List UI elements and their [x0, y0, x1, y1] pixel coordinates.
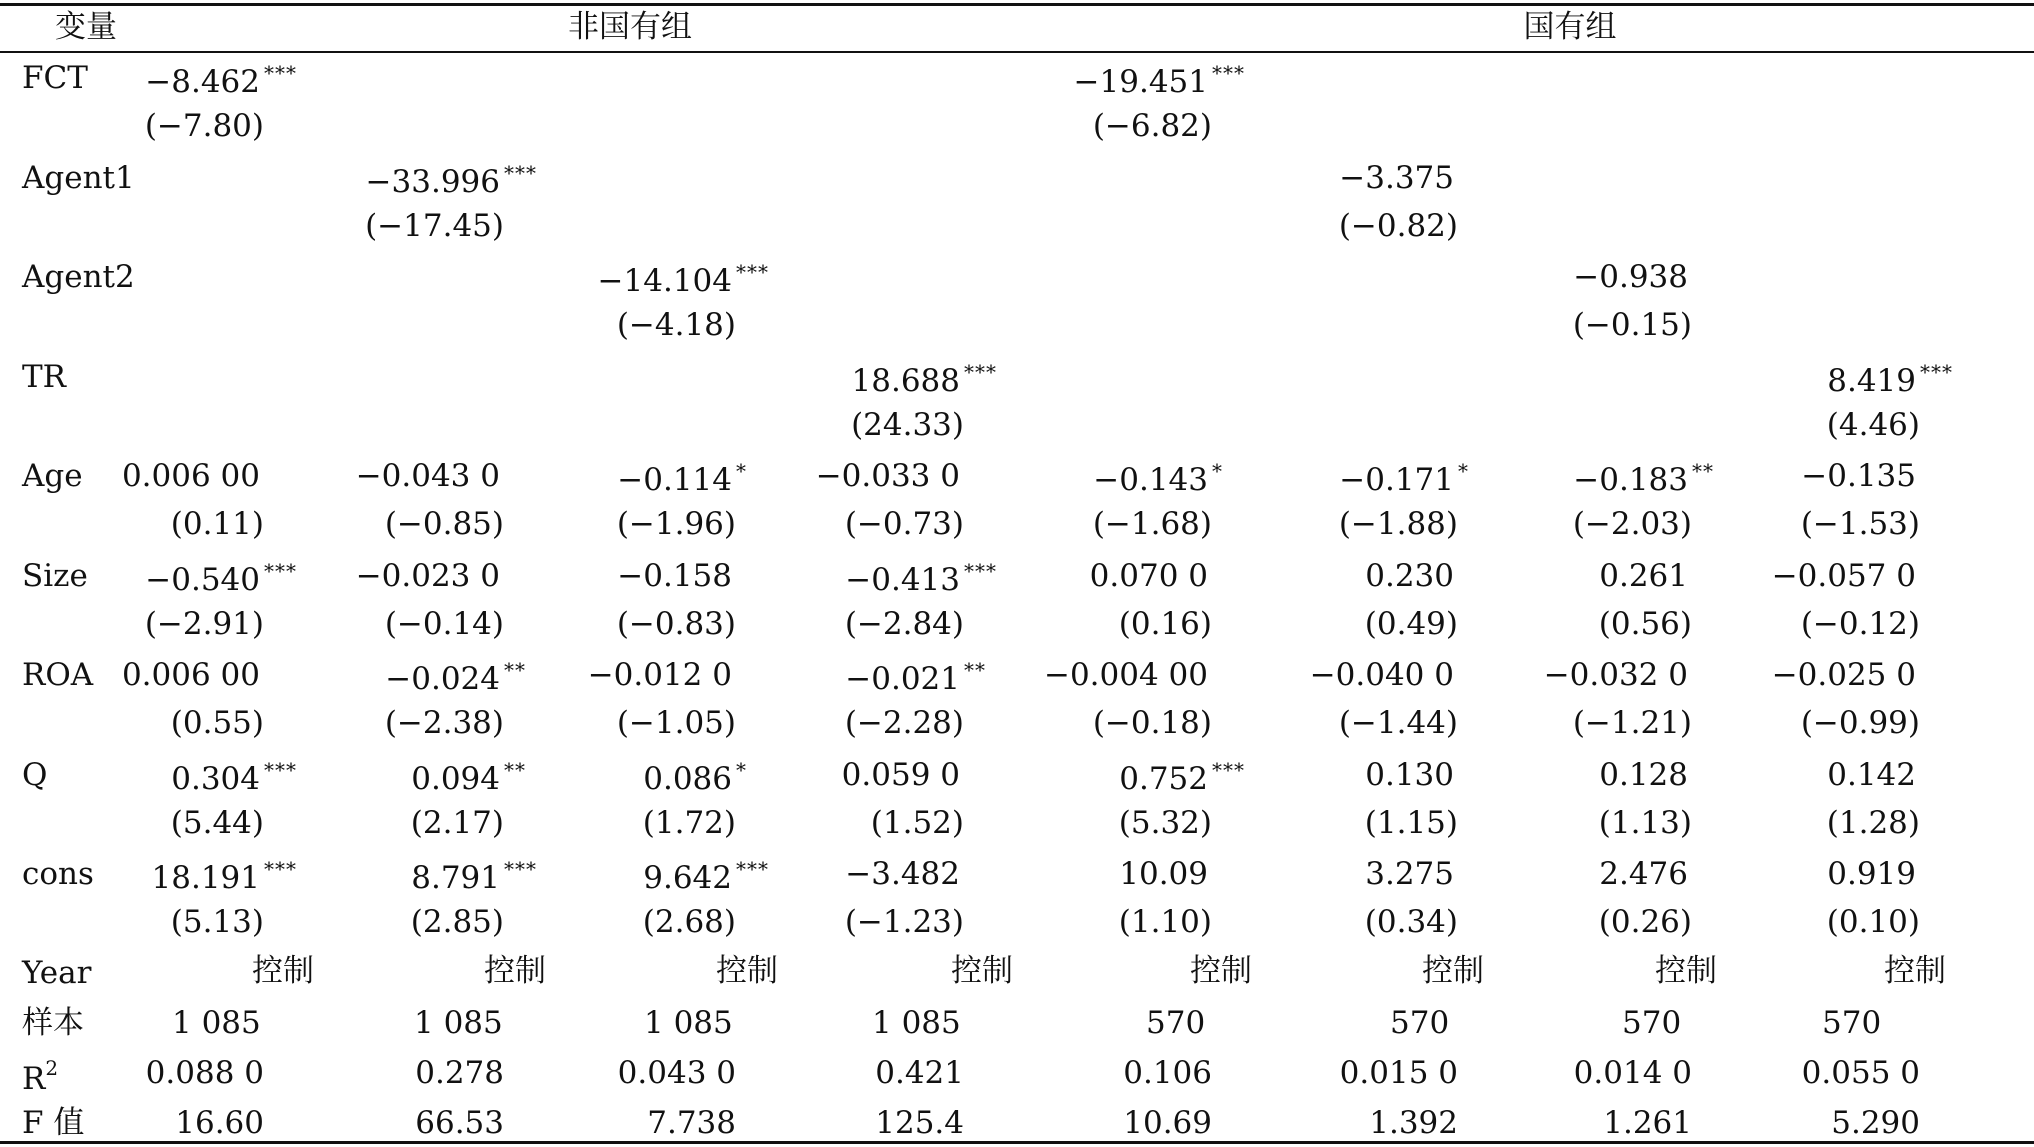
- significance-stars: **: [504, 658, 526, 682]
- coef-value: −14.104: [597, 263, 732, 299]
- row-label-f: F 值: [22, 1104, 85, 1141]
- coef-cell: [1771, 657, 1964, 693]
- t-stat-cell: (−0.15): [1572, 307, 1692, 343]
- year-control-cell: 控制: [252, 952, 314, 989]
- coef-value: 0.261: [1599, 557, 1688, 594]
- t-stat-cell: (2.85): [410, 904, 504, 940]
- t-stat-cell: (−17.45): [365, 207, 504, 244]
- coef-cell: [1801, 458, 1964, 494]
- coef-value: 0.086: [643, 760, 732, 797]
- year-control-cell: 控制: [1884, 952, 1946, 989]
- coef-cell: [845, 856, 1008, 892]
- coef-cell: [845, 660, 1008, 695]
- significance-stars: ***: [264, 757, 297, 782]
- t-stat-cell: (0.16): [1118, 605, 1212, 642]
- sample-cell: 570: [1146, 1004, 1206, 1041]
- row-label-r2: $R^2$: [22, 1055, 59, 1097]
- coef-value: −33.996: [365, 163, 500, 200]
- f-cell: 5.290: [1831, 1104, 1920, 1141]
- coef-cell: [385, 660, 548, 695]
- coef-cell: [171, 757, 308, 797]
- t-stat-cell: (−2.91): [144, 605, 264, 642]
- coef-value: −0.183: [1573, 462, 1688, 498]
- coef-cell: [1119, 856, 1256, 892]
- t-stat-cell: (5.13): [170, 904, 264, 940]
- significance-stars: ***: [504, 160, 537, 185]
- row-label-fct: FCT: [22, 60, 88, 96]
- sample-cell: 1 085: [872, 1004, 961, 1041]
- r2-cell: 0.106: [1123, 1054, 1212, 1091]
- t-stat-cell: (−1.68): [1092, 506, 1212, 542]
- t-stat-cell: (1.28): [1826, 804, 1920, 841]
- significance-stars: ***: [264, 61, 297, 85]
- significance-stars: ***: [1212, 61, 1245, 85]
- coef-value: −0.024: [385, 661, 500, 697]
- coef-cell: [355, 557, 548, 594]
- significance-stars: ***: [504, 857, 537, 881]
- coef-cell: [145, 558, 308, 598]
- row-label-age: Age: [22, 458, 83, 494]
- year-control-cell: 控制: [1190, 952, 1252, 989]
- coef-cell: [121, 458, 308, 494]
- significance-stars: ***: [964, 558, 997, 583]
- coef-value: −0.114: [617, 462, 732, 498]
- significance-stars: ***: [736, 260, 769, 284]
- coef-cell: [1365, 756, 1502, 793]
- coef-cell: [1543, 657, 1736, 693]
- coef-value: 3.275: [1365, 856, 1454, 892]
- f-cell: 66.53: [415, 1104, 504, 1141]
- coef-value: −0.158: [617, 557, 732, 594]
- coef-value: 18.191: [151, 860, 260, 896]
- coef-cell: [1771, 557, 1964, 594]
- t-stat-cell: (−0.14): [384, 605, 504, 642]
- t-stat-cell: (−2.38): [384, 705, 504, 741]
- coef-value: 0.128: [1599, 756, 1688, 793]
- significance-stars: *: [736, 757, 747, 782]
- r2-cell: 0.043 0: [617, 1054, 736, 1091]
- t-stat-cell: (1.15): [1364, 804, 1458, 841]
- t-stat-cell: (0.55): [170, 705, 264, 741]
- coef-value: −0.413: [845, 561, 960, 598]
- coef-value: −0.040 0: [1309, 657, 1454, 693]
- f-cell: 16.60: [175, 1104, 264, 1141]
- coef-cell: [145, 63, 308, 98]
- f-cell: 125.4: [875, 1104, 964, 1141]
- coef-cell: [1365, 557, 1502, 594]
- sample-cell: 1 085: [172, 1004, 261, 1041]
- year-control-cell: 控制: [1655, 952, 1717, 989]
- t-stat-cell: (2.68): [642, 904, 736, 940]
- coef-value: 8.419: [1827, 362, 1916, 399]
- f-cell: 1.392: [1369, 1104, 1458, 1141]
- significance-stars: ***: [1212, 757, 1245, 782]
- t-stat-cell: (−2.03): [1572, 506, 1692, 542]
- t-stat-cell: (0.49): [1364, 605, 1458, 642]
- coef-value: −0.004 00: [1043, 657, 1208, 693]
- coef-value: 0.142: [1827, 756, 1916, 793]
- t-stat-cell: (−0.85): [384, 506, 504, 542]
- sample-cell: 1 085: [644, 1004, 733, 1041]
- coef-cell: [1074, 63, 1256, 98]
- t-stat-cell: (0.26): [1598, 904, 1692, 940]
- t-stat-cell: (−1.44): [1338, 705, 1458, 741]
- t-stat-cell: (−6.82): [1092, 108, 1212, 144]
- coef-value: −0.143: [1093, 462, 1208, 498]
- f-cell: 1.261: [1603, 1104, 1692, 1141]
- sample-cell: 570: [1390, 1004, 1450, 1041]
- coef-cell: [598, 262, 780, 297]
- coef-value: −0.023 0: [355, 557, 500, 594]
- coef-cell: [1827, 756, 1964, 793]
- coef-value: −3.375: [1339, 159, 1454, 196]
- year-control-cell: 控制: [716, 952, 778, 989]
- f-cell: 10.69: [1123, 1104, 1212, 1141]
- coef-cell: [587, 657, 780, 693]
- header-rule: [0, 51, 2034, 53]
- coef-cell: [1573, 259, 1736, 295]
- header-state-group: 国有组: [1523, 9, 1617, 45]
- coef-cell: [851, 359, 1008, 399]
- coef-value: −0.171: [1339, 462, 1454, 498]
- coef-cell: [841, 756, 1008, 793]
- coef-cell: [845, 558, 1008, 598]
- t-stat-cell: (1.72): [642, 804, 736, 841]
- f-cell: 7.738: [647, 1104, 736, 1141]
- row-label-agent1: Agent1: [22, 159, 135, 196]
- row-label-q: Q: [22, 756, 48, 793]
- year-control-cell: 控制: [484, 952, 546, 989]
- coef-value: 8.791: [411, 860, 500, 896]
- t-stat-cell: (−0.12): [1800, 605, 1920, 642]
- significance-stars: ***: [736, 857, 769, 881]
- t-stat-cell: (0.11): [170, 506, 264, 542]
- coef-value: −8.462: [145, 64, 260, 100]
- r2-superscript: 2: [45, 1055, 59, 1080]
- t-stat-cell: (24.33): [851, 406, 964, 443]
- t-stat-cell: (−0.99): [1800, 705, 1920, 741]
- coef-value: 18.688: [851, 362, 960, 399]
- sample-cell: 570: [1822, 1004, 1882, 1041]
- coef-value: −0.135: [1801, 458, 1916, 494]
- row-label-size: Size: [22, 557, 88, 594]
- coef-cell: [365, 160, 548, 200]
- coef-value: −0.033 0: [815, 458, 960, 494]
- t-stat-cell: (−0.18): [1092, 705, 1212, 741]
- coef-cell: [121, 657, 308, 693]
- coef-value: 0.070 0: [1089, 557, 1208, 594]
- coef-cell: [1573, 461, 1736, 496]
- coef-cell: [1599, 856, 1736, 892]
- t-stat-cell: (−0.73): [844, 506, 964, 542]
- coef-value: −0.043 0: [355, 458, 500, 494]
- coef-value: 0.304: [171, 760, 260, 797]
- coef-cell: [411, 757, 548, 797]
- t-stat-cell: (−1.88): [1338, 506, 1458, 542]
- t-stat-cell: (−1.23): [844, 904, 964, 940]
- t-stat-cell: (−2.28): [844, 705, 964, 741]
- t-stat-cell: (−2.84): [844, 605, 964, 642]
- r2-cell: 0.055 0: [1801, 1054, 1920, 1091]
- significance-stars: **: [964, 658, 986, 682]
- t-stat-cell: (−0.82): [1338, 207, 1458, 244]
- t-stat-cell: (−4.18): [616, 307, 736, 343]
- t-stat-cell: (1.13): [1598, 804, 1692, 841]
- row-label-tr: TR: [22, 358, 67, 395]
- coef-cell: [1089, 557, 1256, 594]
- coef-value: 0.006 00: [121, 657, 260, 693]
- coef-value: −0.025 0: [1771, 657, 1916, 693]
- coef-value: 9.642: [643, 860, 732, 896]
- top-rule: [0, 3, 2034, 6]
- coef-cell: [152, 859, 308, 894]
- t-stat-cell: (0.56): [1598, 605, 1692, 642]
- r2-cell: 0.014 0: [1573, 1054, 1692, 1091]
- coef-value: 10.09: [1119, 856, 1208, 892]
- coef-value: −0.057 0: [1771, 557, 1916, 594]
- coef-cell: [1339, 159, 1502, 196]
- header-nonstate-group: 非国有组: [568, 9, 692, 45]
- significance-stars: ***: [964, 359, 997, 384]
- coef-value: −3.482: [845, 856, 960, 892]
- significance-stars: ***: [264, 558, 297, 583]
- coef-cell: [1827, 856, 1964, 892]
- coef-value: 0.752: [1119, 760, 1208, 797]
- sample-cell: 1 085: [414, 1004, 503, 1041]
- coef-value: −0.032 0: [1543, 657, 1688, 693]
- t-stat-cell: (0.34): [1364, 904, 1458, 940]
- row-label-agent2: Agent2: [22, 259, 135, 295]
- coef-cell: [1365, 856, 1502, 892]
- r2-cell: 0.088 0: [145, 1054, 264, 1091]
- t-stat-cell: (−7.80): [144, 108, 264, 144]
- significance-stars: ***: [1920, 359, 1953, 384]
- coef-cell: [617, 557, 780, 594]
- coef-value: −19.451: [1073, 64, 1208, 100]
- coef-value: 0.006 00: [121, 458, 260, 494]
- coef-cell: [643, 859, 780, 894]
- r2-cell: 0.421: [875, 1054, 964, 1091]
- t-stat-cell: (2.17): [410, 804, 504, 841]
- coef-cell: [617, 461, 780, 496]
- coef-value: 0.059 0: [841, 756, 960, 793]
- t-stat-cell: (5.44): [170, 804, 264, 841]
- row-label-roa: ROA: [22, 657, 94, 693]
- coef-cell: [1043, 657, 1256, 693]
- coef-cell: [1827, 359, 1964, 399]
- row-label-sample: 样本: [22, 1004, 84, 1041]
- significance-stars: *: [1212, 459, 1223, 483]
- coef-value: −0.540: [145, 561, 260, 598]
- coef-cell: [1599, 557, 1736, 594]
- coef-value: 0.919: [1827, 856, 1916, 892]
- coef-value: −0.012 0: [587, 657, 732, 693]
- year-control-cell: 控制: [951, 952, 1013, 989]
- r2-cell: 0.015 0: [1339, 1054, 1458, 1091]
- coef-value: 0.230: [1365, 557, 1454, 594]
- t-stat-cell: (1.52): [870, 804, 964, 841]
- coef-cell: [1339, 461, 1502, 496]
- coef-value: −0.938: [1573, 259, 1688, 295]
- significance-stars: *: [1458, 459, 1469, 483]
- coef-cell: [815, 458, 1008, 494]
- sample-cell: 570: [1622, 1004, 1682, 1041]
- t-stat-cell: (−1.53): [1800, 506, 1920, 542]
- row-label-cons: cons: [22, 856, 94, 892]
- year-control-cell: 控制: [1422, 952, 1484, 989]
- coef-value: 0.130: [1365, 756, 1454, 793]
- coef-cell: [1599, 756, 1736, 793]
- coef-value: −0.021: [845, 661, 960, 697]
- coef-value: 0.094: [411, 760, 500, 797]
- t-stat-cell: (5.32): [1118, 804, 1212, 841]
- significance-stars: ***: [264, 857, 297, 881]
- header-variable: 变量: [55, 9, 117, 45]
- t-stat-cell: (−1.05): [616, 705, 736, 741]
- r2-cell: 0.278: [415, 1054, 504, 1091]
- t-stat-cell: (0.10): [1826, 904, 1920, 940]
- coef-cell: [1309, 657, 1502, 693]
- coef-cell: [411, 859, 548, 894]
- bottom-rule: [0, 1141, 2034, 1144]
- t-stat-cell: (−1.96): [616, 506, 736, 542]
- coef-value: 2.476: [1599, 856, 1688, 892]
- significance-stars: **: [1692, 459, 1714, 483]
- t-stat-cell: (4.46): [1826, 406, 1920, 443]
- coef-cell: [355, 458, 548, 494]
- coef-cell: [643, 757, 780, 797]
- row-label-year: Year: [22, 954, 92, 991]
- significance-stars: **: [504, 757, 526, 782]
- coef-cell: [1093, 461, 1256, 496]
- significance-stars: *: [736, 459, 747, 483]
- t-stat-cell: (−1.21): [1572, 705, 1692, 741]
- t-stat-cell: (1.10): [1118, 904, 1212, 940]
- t-stat-cell: (−0.83): [616, 605, 736, 642]
- coef-cell: [1119, 757, 1256, 797]
